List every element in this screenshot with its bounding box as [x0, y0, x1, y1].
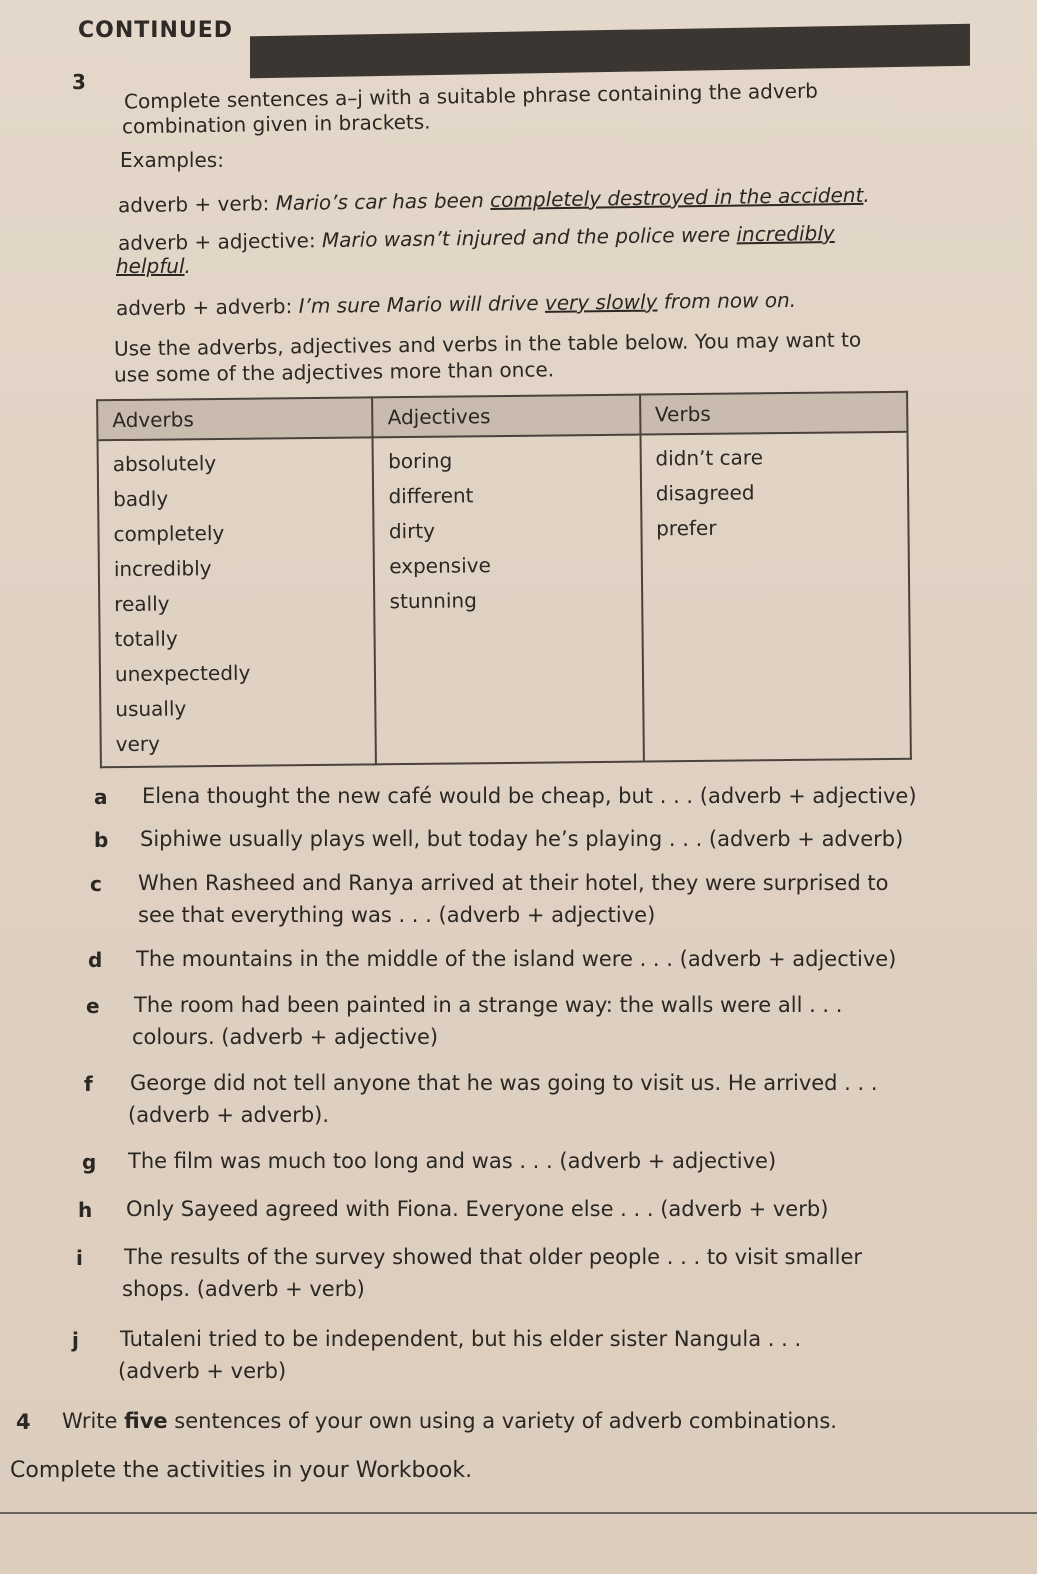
adverb-item: unexpectedly: [114, 660, 251, 687]
examples-heading: Examples:: [120, 148, 224, 172]
question-4-number: 4: [16, 1410, 31, 1434]
header-adverbs: Adverbs: [97, 397, 373, 440]
header-verbs: Verbs: [640, 392, 908, 435]
verbs-column: [640, 432, 911, 762]
item-f-line2: (adverb + adverb).: [128, 1103, 330, 1127]
item-d-line1: The mountains in the middle of the island were . . . (adverb + adjective): [136, 947, 897, 971]
word-table: [96, 391, 912, 768]
adjective-item: boring: [388, 448, 453, 474]
use-instruction-line1: Use the adverbs, adjectives and verbs in the table below. You may want to: [113, 327, 862, 361]
item-e-line1: The room had been painted in a strange way: the walls were all . . .: [134, 993, 843, 1017]
adverb-item: absolutely: [112, 451, 217, 477]
item-letter: i: [76, 1246, 83, 1270]
workbook-instruction: Complete the activities in your Workbook.: [10, 1458, 473, 1483]
adverb-item: totally: [114, 626, 178, 652]
adverb-item: completely: [113, 520, 225, 547]
item-i-line1: The results of the survey showed that older people . . . to visit smaller: [124, 1245, 863, 1269]
item-a-line1: Elena thought the new café would be cheap, but . . . (adverb + adjective): [142, 784, 917, 808]
adverbs-column: [98, 437, 377, 767]
adjective-item: dirty: [388, 518, 436, 544]
example-adverb-adverb: adverb + adverb: I’m sure Mario will drive very slowly from now on.: [115, 287, 797, 321]
adjectives-column: [373, 435, 644, 765]
item-e-line2: colours. (adverb + adjective): [132, 1025, 439, 1049]
use-instruction-line2: use some of the adjectives more than once.: [113, 357, 555, 387]
item-i-line2: shops. (adverb + verb): [122, 1277, 365, 1301]
item-letter: g: [82, 1150, 97, 1174]
verb-item: disagreed: [655, 480, 755, 506]
adverb-item: very: [115, 731, 161, 757]
example-adverb-verb: adverb + verb: Mario’s car has been completely destroyed in the accident.: [117, 182, 870, 218]
adjective-item: expensive: [389, 553, 491, 579]
adverb-item: incredibly: [113, 556, 212, 582]
verb-item: didn’t care: [655, 445, 764, 471]
example-adverb-adjective-cont: helpful.: [116, 254, 191, 278]
bottom-divider: [0, 1512, 1037, 1514]
item-f-line1: George did not tell anyone that he was going to visit us. He arrived . . .: [130, 1071, 878, 1095]
adverb-item: badly: [113, 486, 169, 512]
header-bar: [0, 0, 1000, 70]
item-letter: h: [78, 1198, 93, 1222]
adjective-item: different: [388, 483, 474, 509]
item-c-line1: When Rasheed and Ranya arrived at their hotel, they were surprised to: [138, 871, 889, 895]
header-band: [250, 24, 970, 79]
item-letter: d: [88, 948, 103, 972]
adverb-item: usually: [115, 696, 187, 722]
q3-instruction-line1: Complete sentences a–j with a suitable phrase containing the adverb: [123, 78, 819, 114]
item-b-line1: Siphiwe usually plays well, but today he’s playing . . . (adverb + adverb): [140, 827, 904, 851]
item-j-line2: (adverb + verb): [118, 1359, 287, 1383]
item-letter: c: [90, 872, 102, 896]
item-c-line2: see that everything was . . . (adverb + adjective): [138, 903, 656, 927]
adjective-item: stunning: [389, 588, 477, 614]
example-adverb-adjective: adverb + adjective: Mario wasn’t injured and the police were incredibly: [117, 220, 835, 256]
item-letter: j: [72, 1328, 79, 1352]
q4-instruction: Write five sentences of your own using a variety of adverb combinations.: [62, 1409, 837, 1433]
verb-item: prefer: [656, 515, 717, 541]
adverb-item: really: [114, 591, 170, 617]
q3-instruction-line2: combination given in brackets.: [121, 109, 431, 139]
item-h-line1: Only Sayeed agreed with Fiona. Everyone else . . . (adverb + verb): [126, 1197, 829, 1221]
header-title: CONTINUED: [78, 18, 234, 43]
item-letter: b: [94, 828, 109, 852]
item-j-line1: Tutaleni tried to be independent, but his elder sister Nangula . . .: [120, 1327, 802, 1351]
item-letter: f: [84, 1072, 93, 1096]
item-letter: e: [86, 994, 100, 1018]
question-3-number: 3: [72, 70, 86, 94]
item-g-line1: The film was much too long and was . . . (adverb + adjective): [128, 1149, 777, 1173]
header-adjectives: Adjectives: [372, 395, 640, 438]
item-letter: a: [94, 785, 108, 809]
